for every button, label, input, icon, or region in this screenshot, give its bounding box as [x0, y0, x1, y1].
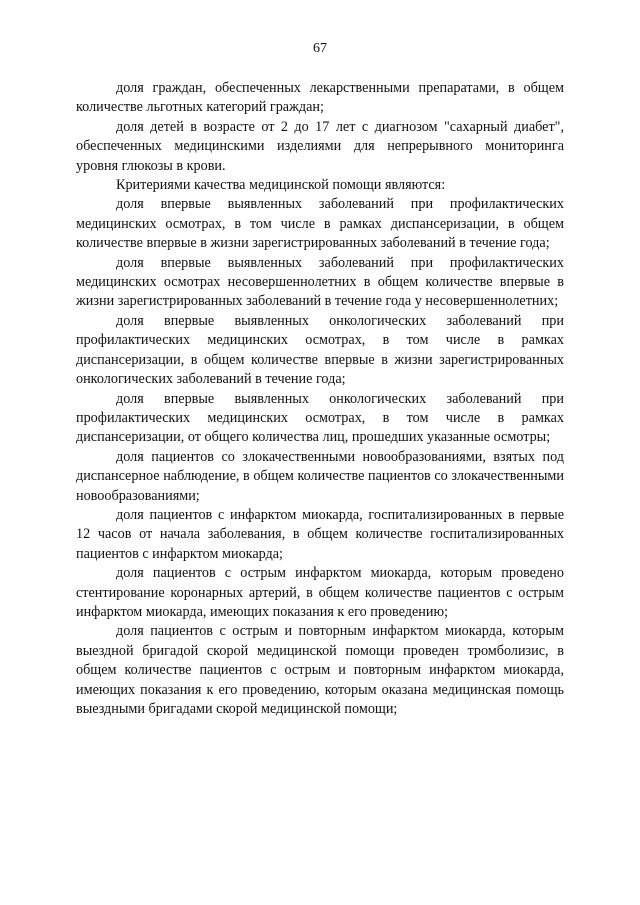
paragraph: доля впервые выявленных заболеваний при профилактических медицинских осмотрах, в том числе в рамках диспансеризации, в общем количестве впервые в жизни зарегистрированных заболеваний в течение года; — [76, 196, 564, 252]
paragraph: доля пациентов с острым инфарктом миокарда, которым проведено стентирование коронарных артерий, в общем количестве пациентов с острым инфарктом миокарда, имеющих показания к его проведению; — [76, 565, 564, 620]
paragraph: доля впервые выявленных онкологических заболеваний при профилактических медицинских осмотрах, в том числе в рамках диспансеризации, в общем количестве впервые в жизни зарегистрированных онкологических заболеваний в течение года; — [76, 312, 564, 388]
paragraph: доля пациентов со злокачественными новообразованиями, взятых под диспансерное наблюдение, в общем количестве пациентов со злокачественными новообразованиями; — [76, 448, 564, 504]
paragraph: Критериями качества медицинской помощи являются: — [116, 177, 446, 194]
paragraph: доля детей в возрасте от 2 до 17 лет с диагнозом "сахарный диабет", обеспеченных медицинскими изделиями для непрерывного мониторинга уровня глюкозы в крови. — [76, 118, 564, 174]
paragraph: доля пациентов с острым и повторным инфарктом миокарда, которым выездной бригадой скорой медицинской помощи проведен тромболизис, в общем количестве пациентов с острым и повторным инфарктом миокарда, имеющих показания к его проведению, которым оказана медицинская помощь выездными бригадами скорой медицинской помощи; — [76, 623, 564, 717]
paragraph: доля впервые выявленных заболеваний при профилактических медицинских осмотрах несовершеннолетних в общем количестве впервые в жизни зарегистрированных заболеваний в течение года у несовершеннолетних; — [76, 254, 564, 310]
paragraph: доля пациентов с инфарктом миокарда, госпитализированных в первые 12 часов от начала заболевания, в общем количестве госпитализированных пациентов с инфарктом миокарда; — [76, 506, 564, 562]
page-number: 67 — [313, 41, 327, 56]
paragraph: доля граждан, обеспеченных лекарственными препаратами, в общем количестве льготных категорий граждан; — [76, 80, 564, 116]
paragraph: доля впервые выявленных онкологических заболеваний при профилактических медицинских осмотрах, в том числе в рамках диспансеризации, от общего количества лиц, прошедших указанные осмотры; — [76, 390, 564, 446]
document-body — [76, 79, 564, 719]
